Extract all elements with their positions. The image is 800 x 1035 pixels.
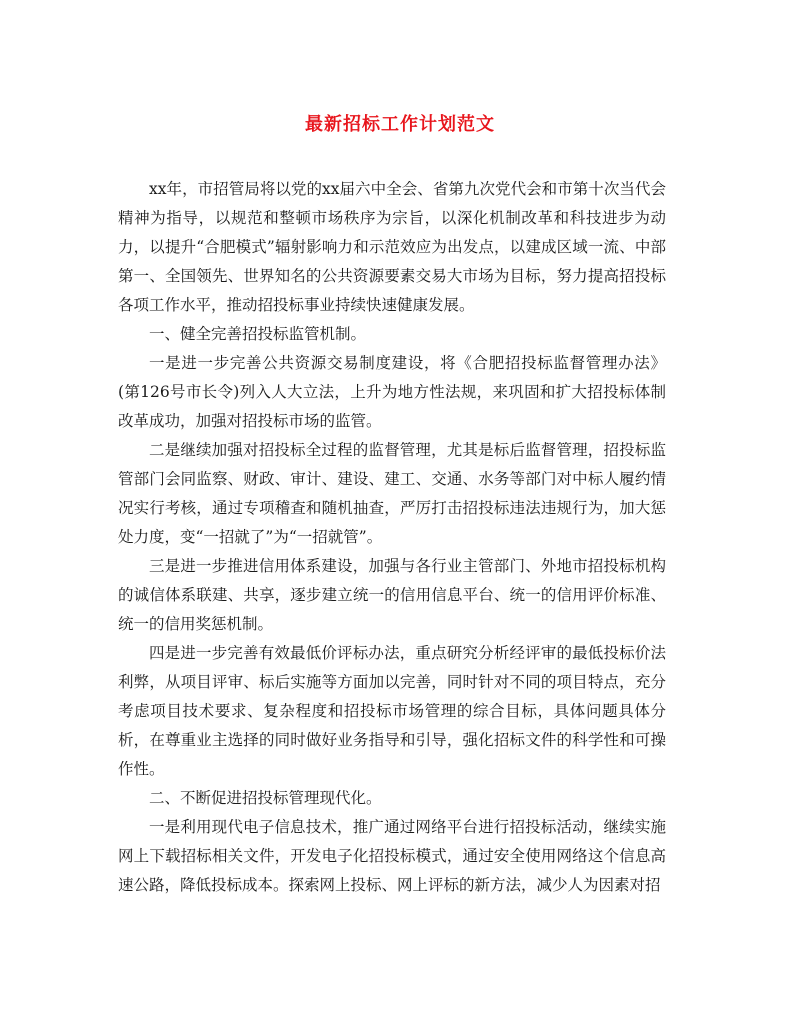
section-heading-1: 一、健全完善招投标监管机制。: [149, 325, 367, 343]
paragraph-2-1: 一是利用现代电子信息技术，推广通过网络平台进行招投标活动，继续实施网上下载招标相关文件，开发电子化招投标模式，通过安全使用网络这个信息高速公路，降低投标成本。探索网上投标、网上评标的新方法，减少人为因素对招: [118, 818, 666, 894]
document-body: [118, 175, 666, 900]
paragraph-1-1: 一是进一步完善公共资源交易制度建设，将《合肥招投标监督管理办法》(第126号市长令)列入人大立法，上升为地方性法规，来巩固和扩大招投标体制改革成功，加强对招投标市场的监管。: [118, 354, 666, 430]
section-heading-2: 二、不断促进招投标管理现代化。: [149, 789, 382, 807]
paragraph-1-3: 三是进一步推进信用体系建设，加强与各行业主管部门、外地市招投标机构的诚信体系联建、共享，逐步建立统一的信用信息平台、统一的信用评价标准、统一的信用奖惩机制。: [118, 557, 666, 633]
paragraph-1-2: 二是继续加强对招投标全过程的监督管理，尤其是标后监督管理，招投标监管部门会同监察、财政、审计、建设、建工、交通、水务等部门对中标人履约情况实行考核，通过专项稽查和随机抽查，严厉打击招投标违法违规行为，加大惩处力度，变“一招就了”为“一招就管”。: [118, 441, 666, 546]
paragraph-intro: xx年，市招管局将以党的xx届六中全会、省第九次党代会和市第十次当代会精神为指导，以规范和整顿市场秩序为宗旨，以深化机制改革和科技进步为动力，以提升“合肥模式”辐射影响力和示范效应为出发点，以建成区域一流、中部第一、全国领先、世界知名的公共资源要素交易大市场为目标，努力提高招投标各项工作水平，推动招投标事业持续快速健康发展。: [118, 180, 666, 314]
document-title: 最新招标工作计划范文: [305, 114, 495, 135]
paragraph-1-4: 四是进一步完善有效最低价评标办法，重点研究分析经评审的最低投标价法利弊，从项目评审、标后实施等方面加以完善，同时针对不同的项目特点，充分考虑项目技术要求、复杂程度和招投标市场管理的综合目标，具体问题具体分析，在尊重业主选择的同时做好业务指导和引导，强化招标文件的科学性和可操作性。: [118, 644, 666, 778]
